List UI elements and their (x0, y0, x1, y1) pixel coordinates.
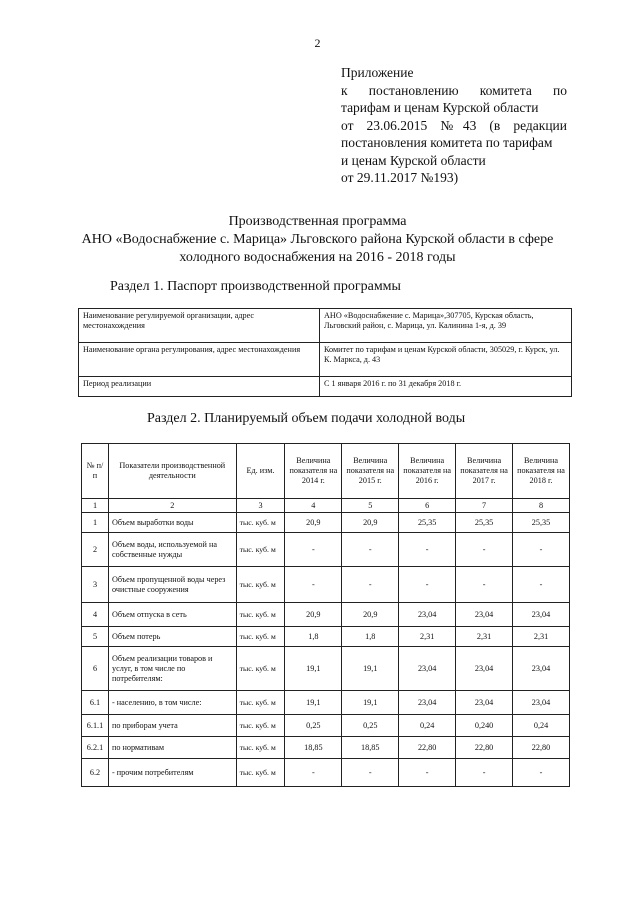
header-cell: Показатели производственной деятельности (108, 444, 236, 499)
header-cell: Ед. изм. (236, 444, 285, 499)
header-cell: № п/п (82, 444, 109, 499)
indicator-name: Объем отпуска в сеть (108, 603, 236, 627)
appendix-line: Приложение (341, 65, 414, 80)
appendix-line: тарифам и ценам Курской области (341, 100, 539, 115)
value-cell: - (456, 759, 513, 787)
table-row (82, 647, 570, 691)
table-row (82, 567, 570, 603)
value-cell: 18,85 (285, 737, 342, 759)
unit-cell: тыс. куб. м (236, 715, 285, 737)
indicator-name: по приборам учета (108, 715, 236, 737)
value-cell: 2,31 (399, 627, 456, 647)
value-cell: 20,9 (285, 513, 342, 533)
value-cell: - (342, 759, 399, 787)
value-cell: 1,8 (342, 627, 399, 647)
indicator-name: Объем выработки воды (108, 513, 236, 533)
page-number: 2 (314, 36, 321, 50)
value-cell: - (285, 533, 342, 567)
table-header-row (82, 444, 570, 499)
value-cell: 22,80 (399, 737, 456, 759)
appendix-line: к постановлению комитета по (341, 82, 567, 98)
unit-cell: тыс. куб. м (236, 737, 285, 759)
title-line: Производственная программа (228, 214, 407, 229)
unit-cell: тыс. куб. м (236, 691, 285, 715)
table-row (82, 691, 570, 715)
value-cell: 25,35 (456, 513, 513, 533)
value-cell: 19,1 (285, 691, 342, 715)
column-number: 7 (456, 499, 513, 513)
value-cell: 23,04 (513, 691, 570, 715)
header-cell: Величина показателя на 2015 г. (342, 444, 399, 499)
value-cell: 25,35 (399, 513, 456, 533)
unit-cell: тыс. куб. м (236, 603, 285, 627)
section2-heading: Раздел 2. Планируемый объем подачи холодной воды (147, 411, 466, 426)
row-number: 6.2.1 (82, 737, 109, 759)
unit-cell: тыс. куб. м (236, 513, 285, 533)
row-number: 3 (82, 567, 109, 603)
value-cell: - (399, 567, 456, 603)
value-cell: 2,31 (456, 627, 513, 647)
value-cell: - (456, 533, 513, 567)
value-cell: 23,04 (456, 603, 513, 627)
unit-cell: тыс. куб. м (236, 533, 285, 567)
value-cell: - (342, 567, 399, 603)
document-title (60, 213, 575, 267)
value-cell: 22,80 (513, 737, 570, 759)
value-cell: 0,24 (399, 715, 456, 737)
value-cell: - (513, 567, 570, 603)
column-number: 1 (82, 499, 109, 513)
value-cell: 23,04 (513, 603, 570, 627)
appendix-line: от 23.06.2015 №43 (в редакции (341, 117, 567, 133)
value-cell: 20,9 (285, 603, 342, 627)
header-cell: Величина показателя на 2016 г. (399, 444, 456, 499)
table-cell: Наименование регулируемой организации, адрес местонахождения (79, 309, 320, 343)
row-number: 6.2 (82, 759, 109, 787)
column-number: 8 (513, 499, 570, 513)
row-number: 5 (82, 627, 109, 647)
value-cell: 23,04 (456, 691, 513, 715)
row-number: 1 (82, 513, 109, 533)
passport-table (78, 308, 572, 397)
value-cell: 22,80 (456, 737, 513, 759)
table-row (79, 343, 572, 377)
value-cell: 0,240 (456, 715, 513, 737)
value-cell: - (456, 567, 513, 603)
value-cell: 1,8 (285, 627, 342, 647)
table-row (82, 715, 570, 737)
header-cell: Величина показателя на 2018 г. (513, 444, 570, 499)
column-number: 5 (342, 499, 399, 513)
table-cell: С 1 января 2016 г. по 31 декабря 2018 г. (320, 377, 572, 397)
value-cell: - (399, 533, 456, 567)
indicator-name: - населению, в том числе: (108, 691, 236, 715)
table-row (79, 377, 572, 397)
value-cell: - (342, 533, 399, 567)
row-number: 2 (82, 533, 109, 567)
value-cell: 23,04 (399, 647, 456, 691)
table-row (82, 513, 570, 533)
indicator-name: Объем реализации товаров и услуг, в том числе по потребителям: (108, 647, 236, 691)
unit-cell: тыс. куб. м (236, 567, 285, 603)
value-cell: 18,85 (342, 737, 399, 759)
value-cell: - (399, 759, 456, 787)
value-cell: 23,04 (456, 647, 513, 691)
unit-cell: тыс. куб. м (236, 759, 285, 787)
value-cell: 23,04 (399, 603, 456, 627)
indicator-name: по нормативам (108, 737, 236, 759)
table-row (82, 737, 570, 759)
value-cell: 19,1 (342, 647, 399, 691)
column-number: 6 (399, 499, 456, 513)
column-number-row (82, 499, 570, 513)
value-cell: 20,9 (342, 513, 399, 533)
section1-heading: Раздел 1. Паспорт производственной программы (110, 279, 401, 294)
row-number: 6.1.1 (82, 715, 109, 737)
table-row (82, 533, 570, 567)
value-cell: 20,9 (342, 603, 399, 627)
table-cell: Период реализации (79, 377, 320, 397)
column-number: 3 (236, 499, 285, 513)
indicator-name: Объем потерь (108, 627, 236, 647)
table-cell: АНО «Водоснабжение с. Марица»,307705, Курская область, Льговский район, с. Марица, ул. Калинина 1-я, д. 39 (320, 309, 572, 343)
value-cell: 0,25 (342, 715, 399, 737)
title-line: АНО «Водоснабжение с. Марица» Льговского района Курской области в сфере (81, 232, 554, 247)
value-cell: - (285, 759, 342, 787)
table-row (82, 603, 570, 627)
appendix-block (341, 64, 567, 187)
table-row (82, 759, 570, 787)
value-cell: - (513, 533, 570, 567)
column-number: 4 (285, 499, 342, 513)
value-cell: 0,25 (285, 715, 342, 737)
value-cell: 2,31 (513, 627, 570, 647)
value-cell: 23,04 (513, 647, 570, 691)
row-number: 6.1 (82, 691, 109, 715)
unit-cell: тыс. куб. м (236, 627, 285, 647)
row-number: 6 (82, 647, 109, 691)
header-cell: Величина показателя на 2017 г. (456, 444, 513, 499)
header-cell: Величина показателя на 2014 г. (285, 444, 342, 499)
value-cell: 23,04 (399, 691, 456, 715)
table-cell: Комитет по тарифам и ценам Курской области, 305029, г. Курск, ул. К. Маркса, д. 43 (320, 343, 572, 377)
table-cell: Наименование органа регулирования, адрес местонахождения (79, 343, 320, 377)
appendix-line: постановления комитета по тарифам (341, 135, 553, 150)
unit-cell: тыс. куб. м (236, 647, 285, 691)
value-cell: - (285, 567, 342, 603)
indicator-name: Объем пропущенной воды через очистные сооружения (108, 567, 236, 603)
indicator-name: Объем воды, используемой на собственные нужды (108, 533, 236, 567)
value-cell: 19,1 (342, 691, 399, 715)
indicator-name: - прочим потребителям (108, 759, 236, 787)
value-cell: 25,35 (513, 513, 570, 533)
appendix-line: и ценам Курской области (341, 152, 486, 168)
value-cell: 19,1 (285, 647, 342, 691)
title-line: холодного водоснабжения на 2016 - 2018 годы (179, 250, 456, 265)
table-row (82, 627, 570, 647)
row-number: 4 (82, 603, 109, 627)
value-cell: - (513, 759, 570, 787)
volume-table (81, 443, 570, 787)
column-number: 2 (108, 499, 236, 513)
table-row (79, 309, 572, 343)
value-cell: 0,24 (513, 715, 570, 737)
appendix-line: от 29.11.2017 №193) (341, 170, 459, 185)
